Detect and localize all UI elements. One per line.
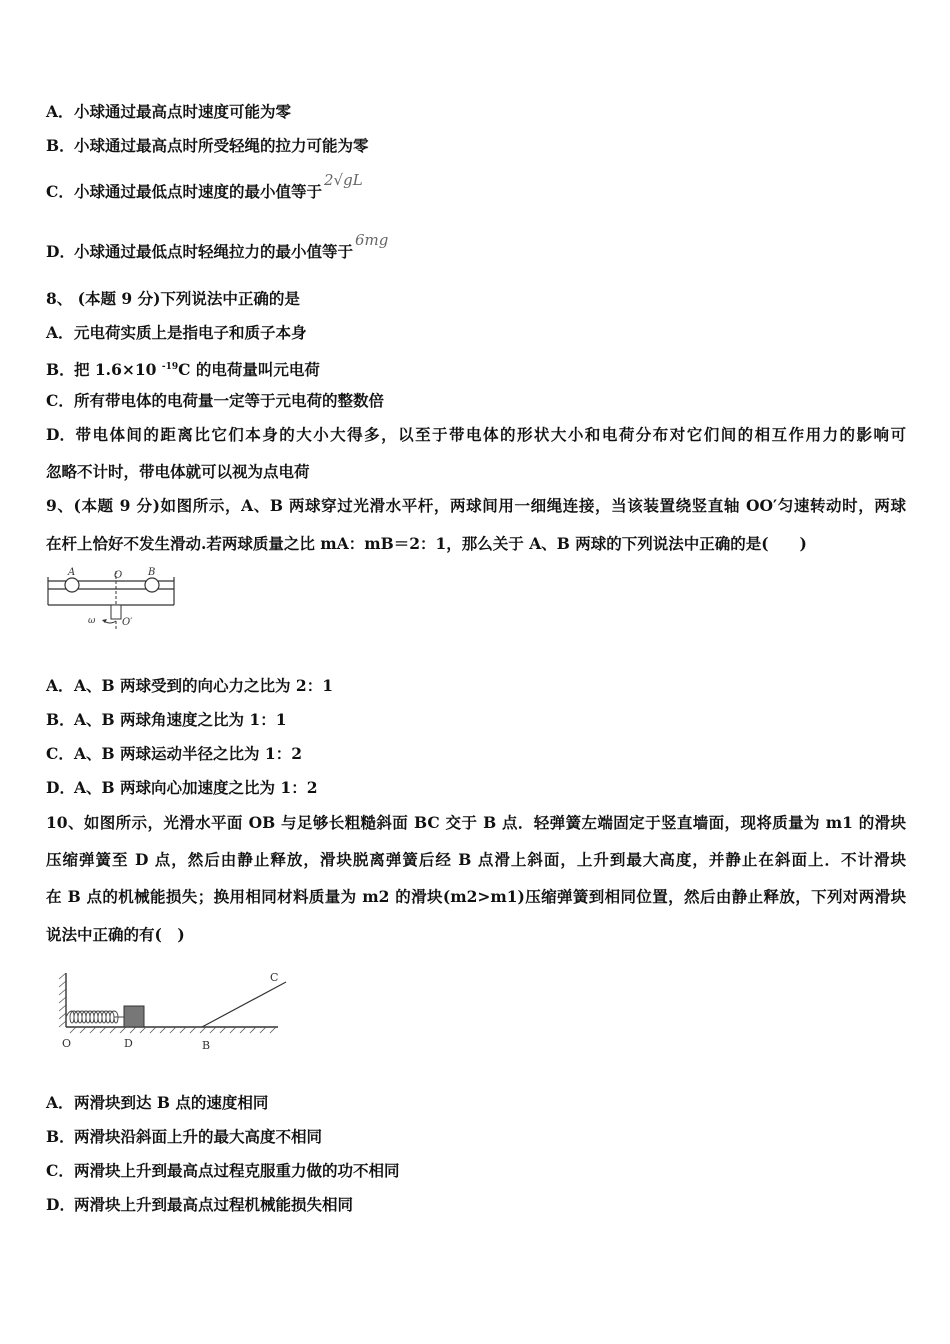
q10-stem-line2: 压缩弹簧至 D 点，然后由静止释放，滑块脱离弹簧后经 B 点滑上斜面，上升到最大高度，并静止在斜面上．不计滑块: [46, 850, 906, 869]
q9-rotating-rod-figure: [44, 565, 184, 640]
q7-option-b: B．小球通过最高点时所受轻绳的拉力可能为零: [46, 136, 369, 155]
q10-option-d: D．两滑块上升到最高点过程机械能损失相同: [46, 1195, 354, 1214]
q7-option-d: D．小球通过最低点时轻绳拉力的最小值等于6mg: [46, 231, 389, 261]
label-d: D: [124, 1037, 133, 1050]
q10-option-c: C．两滑块上升到最高点过程克服重力做的功不相同: [46, 1161, 400, 1180]
q9-stem-line2: 在杆上恰好不发生滑动.若两球质量之比 mA：mB＝2：1，那么关于 A、B 两球的下列说法中正确的是( ): [46, 534, 807, 553]
label-b: B: [148, 567, 156, 578]
slider-block: [124, 1006, 144, 1027]
math-2-sqrt-gl: 2√gL: [324, 171, 363, 189]
q9-option-d: D．A、B 两球向心加速度之比为 1：2: [46, 778, 318, 797]
q10-stem-line4: 说法中正确的有( ): [46, 925, 185, 944]
label-o-prime: O′: [122, 617, 133, 628]
math-6mg: 6mg: [355, 231, 389, 249]
q8-option-a: A．元电荷实质上是指电子和质子本身: [46, 323, 307, 342]
q9-option-b: B．A、B 两球角速度之比为 1：1: [46, 710, 287, 729]
label-b: B: [202, 1039, 211, 1052]
ball-b: [145, 578, 159, 592]
q10-stem-line3: 在 B 点的机械能损失；换用相同材料质量为 m2 的滑块(m2>m1)压缩弹簧到相同位置，然后由静止释放，下列对两滑块: [46, 887, 906, 906]
q7-option-c: C．小球通过最低点时速度的最小值等于2√gL: [46, 171, 363, 201]
q8-option-d-line2: 忽略不计时，带电体就可以视为点电荷: [46, 462, 310, 481]
label-o: O: [114, 570, 123, 581]
q7-option-a: A．小球通过最高点时速度可能为零: [46, 102, 292, 121]
q8-option-d-line1: D．带电体间的距离比它们本身的大小大得多，以至于带电体的形状大小和电荷分布对它们间的相互作用力的影响可: [46, 425, 906, 444]
q8-option-c: C．所有带电体的电荷量一定等于元电荷的整数倍: [46, 391, 385, 410]
spring: [66, 1011, 124, 1023]
label-o: O: [62, 1037, 72, 1050]
q10-stem-line1: 10、如图所示，光滑水平面 OB 与足够长粗糙斜面 BC 交于 B 点．轻弹簧左端固定于竖直墙面，现将质量为 m1 的滑块: [46, 813, 906, 832]
q10-spring-slope-figure: [56, 965, 291, 1055]
incline-bc: [202, 982, 286, 1027]
q9-option-c: C．A、B 两球运动半径之比为 1：2: [46, 744, 302, 763]
label-omega: ω: [88, 616, 96, 626]
q9-stem-line1: 9、(本题 9 分)如图所示，A、B 两球穿过光滑水平杆，两球间用一细绳连接，当该装置绕竖直轴 OO′匀速转动时，两球: [46, 496, 906, 515]
q8-stem: 8、 (本题 9 分)下列说法中正确的是: [46, 289, 300, 308]
q10-option-b: B．两滑块沿斜面上升的最大高度不相同: [46, 1127, 323, 1146]
label-a: A: [68, 567, 76, 578]
label-c: C: [270, 971, 279, 984]
ball-a: [65, 578, 79, 592]
q9-option-a: A．A、B 两球受到的向心力之比为 2：1: [46, 676, 333, 695]
q8-option-b: B．把 1.6×10 $^{-19}$C 的电荷量叫元电荷: [46, 360, 320, 380]
q10-option-a: A．两滑块到达 B 点的速度相同: [46, 1093, 269, 1112]
